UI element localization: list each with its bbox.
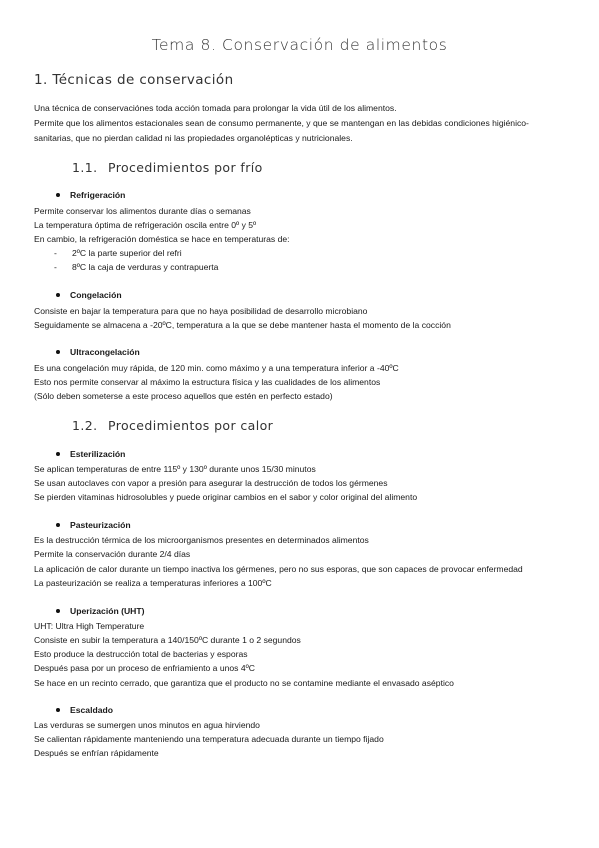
bullet-icon xyxy=(56,452,60,456)
paragraph-line: Se pierden vitaminas hidrosolubles y puede originar cambios en el sabor y color original del alimento xyxy=(34,492,418,502)
bullet-esterilizacion: Esterilización xyxy=(56,449,125,459)
paragraph-line: Se aplican temperaturas de entre 115º y 130º durante unos 15/30 minutos xyxy=(34,464,316,474)
paragraph-line: Es la destrucción térmica de los microorganismos presentes en determinados alimentos xyxy=(34,535,369,545)
subsection-number: 1.1. xyxy=(72,160,98,175)
subsection-title: Procedimientos por calor xyxy=(108,418,274,433)
paragraph-line: Se calientan rápidamente manteniendo una temperatura adecuada durante un tiempo fijado xyxy=(34,734,384,744)
dash-item: - 8ºC la caja de verduras y contrapuerta xyxy=(54,262,219,272)
paragraph-line: (Sólo deben someterse a este proceso aquellos que estén en perfecto estado) xyxy=(34,391,333,401)
bullet-icon xyxy=(56,708,60,712)
dash-item: - 2ºC la parte superior del refri xyxy=(54,248,182,258)
paragraph-line: Después pasa por un proceso de enfriamiento a unos 4ºC xyxy=(34,663,255,673)
paragraph-line: Se usan autoclaves con vapor a presión para asegurar la destrucción de todos los gérmenes xyxy=(34,478,388,488)
bullet-icon xyxy=(56,193,60,197)
bullet-icon xyxy=(56,293,60,297)
paragraph-line: Es una congelación muy rápida, de 120 min. como máximo y a una temperatura inferior a -40ºC xyxy=(34,363,399,373)
page-title: Tema 8. Conservación de alimentos xyxy=(151,36,448,54)
paragraph-line: Una técnica de conservaciónes toda acción tomada para prolongar la vida útil de los alimentos. xyxy=(34,103,397,113)
paragraph-line: UHT: Ultra High Temperature xyxy=(34,621,145,631)
paragraph-line: Se hace en un recinto cerrado, que garantiza que el producto no se contamine mediante el envasado aséptico xyxy=(34,678,454,688)
paragraph-line: Las verduras se sumergen unos minutos en agua hirviendo xyxy=(34,720,260,730)
subsection-heading-frio xyxy=(72,160,263,175)
paragraph-line: sanitarias, que no pierdan calidad ni las propiedades organolépticas y nutricionales. xyxy=(34,133,353,143)
subsection-heading-calor xyxy=(72,418,273,433)
dash-icon: - xyxy=(54,262,57,272)
bullet-escaldado: Escaldado xyxy=(56,705,113,715)
paragraph-line: Después se enfrían rápidamente xyxy=(34,748,159,758)
paragraph-line: Esto produce la destrucción total de bacterias y esporas xyxy=(34,649,248,659)
bullet-refrigeracion: Refrigeración xyxy=(56,190,125,200)
paragraph-line: En cambio, la refrigeración doméstica se hace en temperaturas de: xyxy=(34,234,290,244)
paragraph-line: La aplicación de calor durante un tiempo inactiva los gérmenes, pero no sus esporas, que son capaces de provocar enfermedad xyxy=(34,564,523,574)
paragraph-line: Permite la conservación durante 2/4 días xyxy=(34,549,191,559)
paragraph-line: Consiste en subir la temperatura a 140/150ºC durante 1 o 2 segundos xyxy=(34,635,301,645)
bullet-pasteurizacion: Pasteurización xyxy=(56,520,131,530)
section-heading-tecnicas: 1. Técnicas de conservación xyxy=(34,72,234,88)
bullet-icon xyxy=(56,609,60,613)
bullet-ultracongelacion: Ultracongelación xyxy=(56,347,140,357)
paragraph-line: Esto nos permite conservar al máximo la estructura física y las cualidades de los alimentos xyxy=(34,377,381,387)
paragraph-line: La pasteurización se realiza a temperaturas inferiores a 100ºC xyxy=(34,578,272,588)
bullet-uperizacion: Uperización (UHT) xyxy=(56,606,144,616)
subsection-title: Procedimientos por frío xyxy=(108,160,263,175)
bullet-icon xyxy=(56,350,60,354)
bullet-icon xyxy=(56,523,60,527)
subsection-number: 1.2. xyxy=(72,418,98,433)
paragraph-line: Permite conservar los alimentos durante días o semanas xyxy=(34,206,251,216)
dash-icon: - xyxy=(54,248,57,258)
paragraph-line: La temperatura óptima de refrigeración oscila entre 0º y 5º xyxy=(34,220,257,230)
bullet-congelacion: Congelación xyxy=(56,290,122,300)
paragraph-line: Seguidamente se almacena a -20ºC, temperatura a la que se debe mantener hasta el momento de la cocción xyxy=(34,320,451,330)
paragraph-line: Consiste en bajar la temperatura para que no haya posibilidad de desarrollo microbiano xyxy=(34,306,368,316)
paragraph-line: Permite que los alimentos estacionales sean de consumo permanente, y que se mantengan en las debidas condiciones higiénico- xyxy=(34,118,529,128)
